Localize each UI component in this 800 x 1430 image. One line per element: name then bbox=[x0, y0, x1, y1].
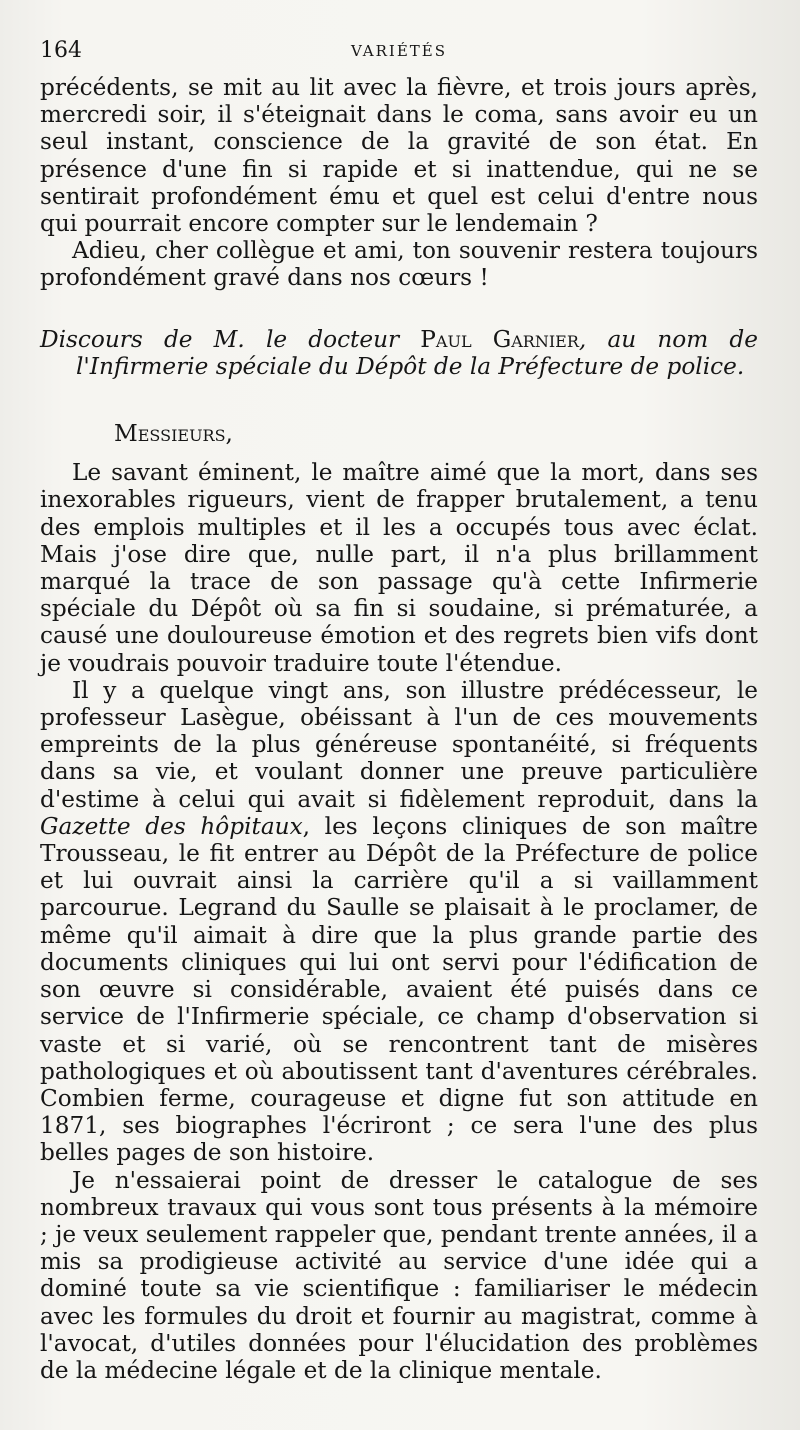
paragraph-farewell: Adieu, cher collègue et ami, ton souvenir restera toujours profondément gravé dans nos cœurs ! bbox=[40, 237, 758, 292]
paragraph-continued: précédents, se mit au lit avec la fièvre, et trois jours après, mercredi soir, il s'éteignait dans le coma, sans avoir eu un seul instant, conscience de la gravité de son état. En présence d'une fin si rapide et si inattendue, qui ne se sentirait profondément ému et quel est celui d'entre nous qui pourrait encore compter sur le lendemain ? bbox=[40, 74, 758, 238]
body-text bbox=[40, 74, 758, 1384]
paragraph-tribute: Le savant éminent, le maître aimé que la mort, dans ses inexorables rigueurs, vient de frapper brutalement, a tenu des emplois multiples et il les a occupés tous avec éclat. Mais j'ose dire que, nulle part, il n'a plus brillamment marqué la trace de son passage qu'à cette Infirmerie spéciale du Dépôt où sa fin si soudaine, si prématurée, a causé une douloureuse émotion et des regrets bien vifs dont je voudrais pouvoir traduire toute l'étendue. bbox=[40, 459, 758, 677]
paragraph-history bbox=[40, 677, 758, 1167]
discourse-heading bbox=[40, 326, 758, 380]
section-title: VARIÉTÉS bbox=[350, 42, 448, 60]
discourse-speaker: Paul Garnier bbox=[420, 325, 579, 353]
running-head bbox=[40, 30, 758, 74]
discourse-heading-prefix: Discours de M. le docteur bbox=[40, 325, 421, 353]
paragraph-history-part-2: , les leçons cliniques de son maître Trousseau, le fit entrer au Dépôt de la Préfecture de police et lui ouvrait ainsi la carrière qu'il a si vaillamment parcourue. Legrand du Saulle se plaisait à le proclamer, de même qu'il aimait à dire que la plus grande partie des documents cliniques qui lui ont servi pour l'édification de son œuvre si considérable, avaient été puisés dans ce service de l'Infirmerie spéciale, ce champ d'observation si vaste et si varié, où se rencontrent tant de misères pathologiques et où aboutissent tant d'aventures cérébrales. Combien ferme, courageuse et digne fut son attitude en 1871, ses biographes l'écriront ; ce sera l'une des plus belles pages de son histoire. bbox=[40, 812, 759, 1167]
journal-title: Gazette des hôpitaux bbox=[40, 812, 303, 840]
discourse-heading-suffix: , au nom de l'Infirmerie spéciale du Dépôt de la Préfecture de police. bbox=[76, 325, 758, 380]
page-number: 164 bbox=[40, 38, 82, 63]
salutation: Messieurs, bbox=[114, 420, 233, 448]
paragraph-works: Je n'essaierai point de dresser le catalogue de ses nombreux travaux qui vous sont tous présents à la mémoire ; je veux seulement rappeler que, pendant trente années, il a mis sa prodigieuse activité au service d'une idée qui a dominé toute sa vie scientifique : familiariser le médecin avec les formules du droit et fournir au magistrat, comme à l'avocat, d'utiles données pour l'élucidation des problèmes de la médecine légale et de la clinique mentale. bbox=[40, 1166, 758, 1384]
paragraph-history-part-1: Il y a quelque vingt ans, son illustre prédécesseur, le professeur Lasègue, obéissant à l'un de ces mouvements empreints de la plus généreuse spontanéité, si fréquents dans sa vie, et voulant donner une preuve particulière d'estime à celui qui avait si fidèlement reproduit, dans la bbox=[40, 676, 758, 813]
